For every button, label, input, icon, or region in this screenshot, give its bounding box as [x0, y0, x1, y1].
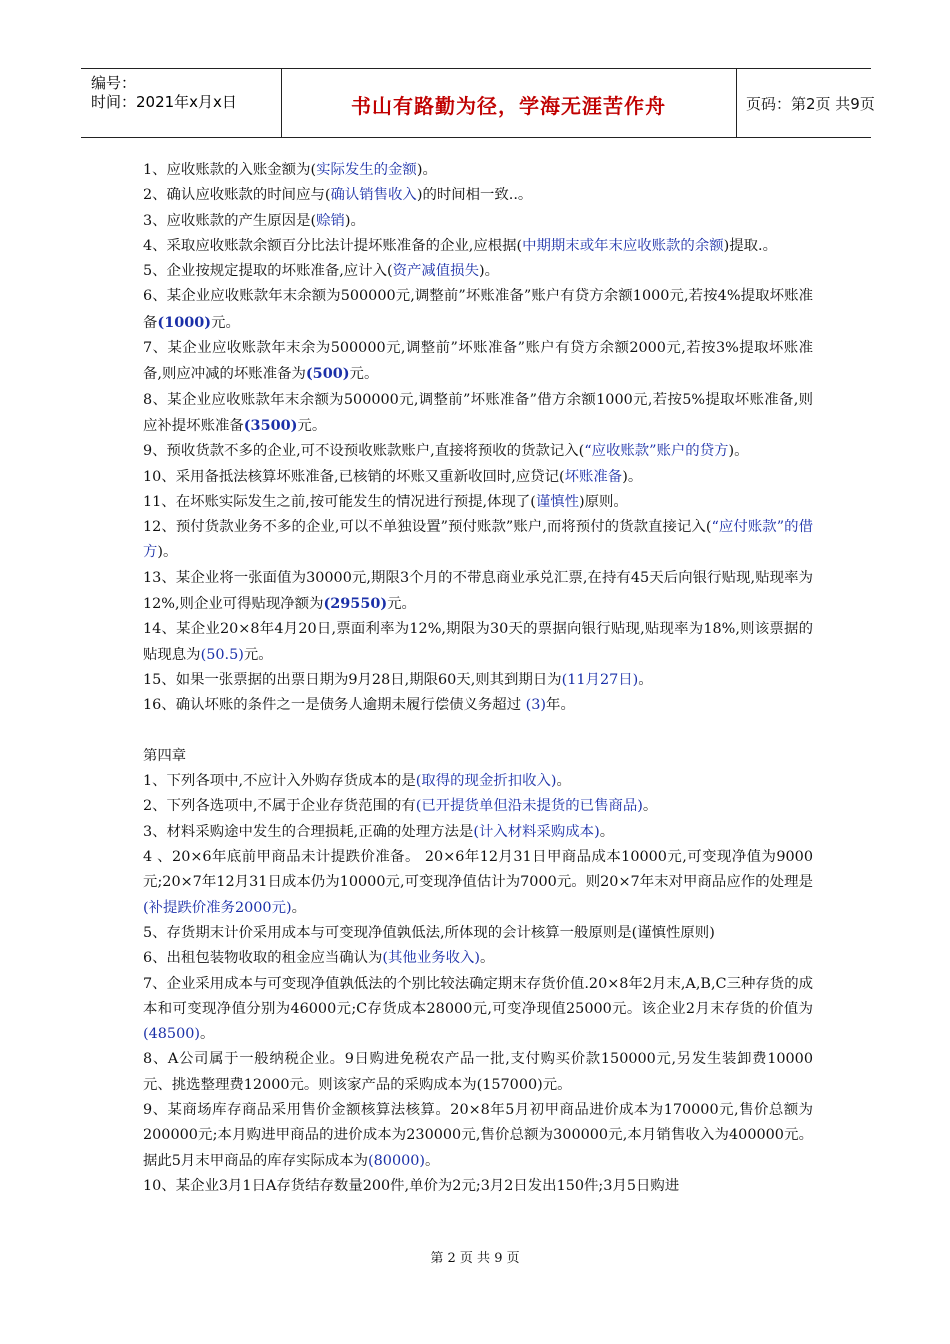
question-text: 9、预收货款不多的企业,可不设预收账款账户,直接将预收的货款记入( [143, 443, 585, 460]
question-text: 16、确认坏账的条件之一是债务人逾期未履行偿债义务超过 [143, 697, 526, 714]
question-text: )原则。 [579, 493, 628, 510]
question-paragraph [143, 465, 813, 490]
document-body [143, 158, 813, 1199]
answer-text: 资产减值损失 [392, 263, 479, 280]
question-paragraph [143, 668, 813, 693]
question-paragraph [143, 1174, 813, 1199]
answer-text: (3500) [243, 416, 298, 434]
question-text: 。 [638, 671, 653, 688]
question-text: 元。 [297, 417, 327, 434]
question-text: 。 [425, 1152, 440, 1169]
question-text: 4 、20×6年底前甲商品未计提跌价准备。 20×6年12月31日甲商品成本10000元,可变现净值为9000元;20×7年12月31日成本仍为10000元,可变现净值估计为7000元。则20×7年末对甲商品应作的处理是 [143, 849, 813, 891]
question-paragraph [143, 284, 813, 336]
question-text: )提取.。 [723, 237, 777, 254]
question-paragraph [143, 388, 813, 440]
question-text: 13、某企业将一张面值为30000元,期限3个月的不带息商业承兑汇票,在持有45天后向银行贴现,贴现率为12%,则企业可得贴现净额为 [143, 569, 813, 613]
page-header [81, 68, 875, 138]
question-text: 15、如果一张票据的出票日期为9月28日,期限60天,则其到期日为 [143, 671, 562, 688]
question-text: 元。 [349, 366, 379, 383]
answer-text: (3) [525, 697, 547, 714]
question-text: 10、采用备抵法核算坏账准备,已核销的坏账又重新收回时,应贷记( [143, 468, 565, 485]
question-paragraph [143, 1047, 813, 1098]
question-text: 。 [642, 798, 658, 815]
question-text: 9、某商场库存商品采用售价金额核算法核算。20×8年5月初甲商品进价成本为170000元,售价总额为200000元;本月购进甲商品的进价成本为230000元,售价总额为300000元,本月销售收入为400000元。据此5月末甲商品的库存实际成本为 [143, 1101, 813, 1169]
question-text: 10、某企业3月1日A存货结存数量200件,单价为2元;3月2日发出150件;3月5日购进 [143, 1177, 680, 1194]
question-text: 。 [291, 899, 306, 916]
question-text: 元。 [243, 646, 273, 663]
question-paragraph [143, 183, 813, 208]
answer-text: 赊销 [316, 212, 345, 229]
answer-text: (补提跌价准务2000元) [143, 899, 292, 916]
question-paragraph [143, 769, 813, 794]
question-text: 。 [480, 950, 495, 967]
question-paragraph [143, 1098, 813, 1174]
question-text: )。 [622, 468, 643, 485]
question-text: 8、A公司属于一般纳税企业。9日购进免税农产品一批,支付购买价款150000元,另发生装卸费10000元、挑选整理费12000元。则该家产品的采购成本为(157000)元。 [143, 1051, 813, 1093]
question-text: 。 [599, 823, 615, 840]
question-text: 6、出租包装物收取的租金应当确认为 [143, 950, 383, 967]
question-paragraph [143, 234, 813, 259]
answer-text: (48500) [143, 1026, 201, 1043]
question-text: 。 [200, 1026, 215, 1043]
question-text: 2、下列各选项中,不属于企业存货范围的有 [143, 798, 416, 815]
page-footer: 第 2 页 共 9 页 [430, 1251, 520, 1266]
answer-text: 实际发生的金额 [316, 162, 417, 178]
question-paragraph [143, 158, 813, 183]
document-date-label: 时间：2021年x月x日 [91, 93, 237, 111]
question-text: 6、某企业应收账款年末余额为500000元,调整前”坏账准备”账户有贷方余额1000元,若按4%提取坏账准备 [143, 288, 813, 331]
question-text: 元。 [211, 314, 240, 331]
question-paragraph [143, 946, 813, 971]
question-text: 7、某企业应收账款年末余为500000元,调整前”坏账准备”账户有贷方余额2000元,若按3%提取坏账准备,则应冲减的坏账准备为 [143, 340, 813, 383]
question-paragraph [143, 693, 813, 718]
answer-text: “应付账款”的借方 [143, 519, 813, 561]
question-text: 4、采取应收账款余额百分比法计提坏账准备的企业,应根据( [143, 237, 523, 254]
question-text: 3、应收账款的产生原因是( [143, 212, 317, 229]
question-text: 14、某企业20×8年4月20日,票面利率为12%,期限为30天的票据向银行贴现,贴现率为18%,则该票据的贴现息为 [143, 621, 813, 663]
answer-text: (其他业务收入) [382, 950, 480, 967]
blank-line [143, 719, 813, 744]
question-paragraph [143, 794, 813, 819]
question-text: )。 [157, 544, 178, 561]
question-text: 5、企业按规定提取的坏账准备,应计入( [143, 263, 393, 280]
question-paragraph [143, 617, 813, 668]
question-text: 1、应收账款的入账金额为( [143, 162, 317, 178]
question-text: )。 [416, 162, 437, 178]
question-text: 2、确认应收账款的时间应与( [143, 187, 331, 204]
answer-text: 确认销售收入 [330, 187, 417, 204]
answer-text: 坏账准备 [564, 468, 623, 485]
question-paragraph [143, 439, 813, 464]
question-text: 元。 [387, 596, 416, 613]
chapter-heading [143, 744, 813, 769]
question-paragraph [143, 209, 813, 234]
question-text: 8、某企业应收账款年末余额为500000元,调整前”坏账准备”借方余额1000元,若按5%提取坏账准备,则应补提坏账准备 [143, 391, 813, 434]
question-text: )的时间相一致..。 [416, 187, 533, 204]
header-page-number: 页码：第2页 共9页 [746, 95, 875, 113]
header-info-cell [81, 69, 282, 137]
question-text: 第四章 [143, 747, 187, 764]
question-text: 7、企业采用成本与可变现净值孰低法的个别比较法确定期末存货价值.20×8年2月末,A,B,C三种存货的成本和可变现净值分别为46000元;C存货成本28000元,可变净现值25000元。该企业2月末存货的价值为 [143, 975, 813, 1017]
answer-text: (已开提货单但沿未提货的已售商品) [415, 798, 643, 815]
answer-text: (计入材料采购成本) [473, 823, 600, 840]
question-text: )。 [344, 212, 365, 229]
answer-text: 谨慎性 [535, 493, 580, 510]
question-paragraph [143, 845, 813, 921]
question-text: 12、预付货款业务不多的企业,可以不单独设置”预付账款”账户,而将预付的货款直接记入( [143, 519, 712, 536]
question-text: )。 [728, 443, 749, 460]
answer-text: (50.5) [200, 646, 244, 663]
question-text: 3、材料采购途中发生的合理损耗,正确的处理方法是 [143, 823, 474, 840]
answer-text: (80000) [368, 1152, 426, 1169]
answer-text: (取得的现金折扣收入) [415, 773, 557, 790]
answer-text: (29550) [323, 595, 388, 613]
question-paragraph [143, 336, 813, 388]
question-paragraph [143, 490, 813, 515]
document-number-label: 编号： [91, 74, 137, 92]
question-text: 11、在坏账实际发生之前,按可能发生的情况进行预提,体现了( [143, 493, 536, 510]
question-text: 1、下列各项中,不应计入外购存货成本的是 [143, 773, 416, 790]
question-paragraph [143, 921, 813, 946]
question-paragraph [143, 972, 813, 1048]
question-text: 5、存货期末计价采用成本与可变现净值孰低法,所体现的会计核算一般原则是(谨慎性原则) [143, 924, 715, 941]
question-text: 。 [556, 773, 571, 790]
answer-text: 中期期末或年末应收账款的余额 [522, 237, 724, 254]
answer-text: “应收账款”账户的贷方 [584, 443, 729, 460]
question-paragraph [143, 820, 813, 845]
question-paragraph [143, 259, 813, 284]
header-motto-cell [281, 69, 737, 137]
answer-text: (500) [305, 365, 350, 383]
header-page-cell [736, 69, 875, 137]
question-paragraph [143, 566, 813, 618]
answer-text: (11月27日) [561, 671, 639, 688]
answer-text: (1000) [157, 313, 212, 331]
question-text: 年。 [546, 697, 575, 714]
header-motto: 书山有路勤为径，学海无涯苦作舟 [351, 94, 666, 118]
question-paragraph [143, 515, 813, 566]
question-text: )。 [478, 263, 499, 280]
